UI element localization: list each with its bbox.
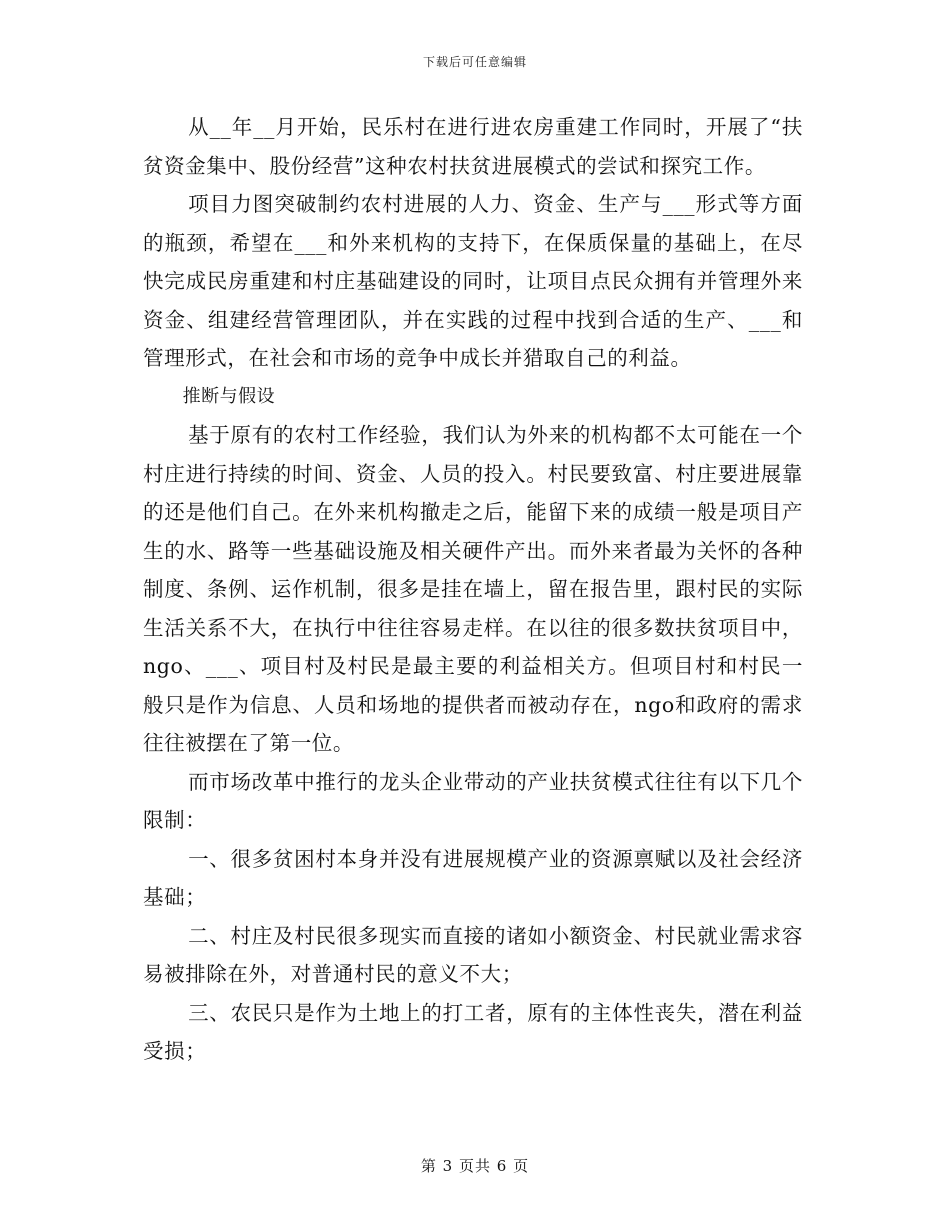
paragraph-limits-intro: 而市场改革中推行的龙头企业带动的产业扶贫模式往往有以下几个限制： bbox=[143, 769, 803, 832]
paragraph-experience: 基于原有的农村工作经验，我们认为外来的机构都不太可能在一个村庄进行持续的时间、资金、人员的投入。村民要致富、村庄要进展靠的还是他们自己。在外来机构撤走之后，能留下来的成绩一般是项目产生的水、路等一些基础设施及相关硬件产出。而外来者最为关怀的各种制度、条例、运作机制，很多是挂在墙上，留在报告里，跟村民的实际生活关系不大，在执行中往往容易走样。在以往的很多数扶贫项目中，ngo、___、项目村及村民是最主要的利益相关方。但项目村和村民一般只是作为信息、人员和场地的提供者而被动存在，ngo和政府的需求往往被摆在了第一位。 bbox=[143, 423, 803, 755]
paragraph-intro: 从__年__月开始，民乐村在进行进农房重建工作同时，开展了“扶贫资金集中、股份经营”这种农村扶贫进展模式的尝试和探究工作。 bbox=[143, 115, 803, 178]
page-footer: 第 3 页共 6 页 bbox=[420, 1157, 530, 1175]
list-item-limit-2: 二、村庄及村民很多现实而直接的诸如小额资金、村民就业需求容易被排除在外，对普通村民的意义不大； bbox=[143, 923, 803, 986]
page-header: 下载后可任意编辑 bbox=[422, 55, 527, 69]
list-item-limit-3: 三、农民只是作为土地上的打工者，原有的主体性丧失，潜在利益受损； bbox=[143, 1000, 803, 1063]
paragraph-project-goal: 项目力图突破制约农村进展的人力、资金、生产与___形式等方面的瓶颈，希望在___和外来机构的支持下，在保质保量的基础上，在尽快完成民房重建和村庄基础建设的同时，让项目点民众拥有并管理外来资金、组建经营管理团队，并在实践的过程中找到合适的生产、___和管理形式，在社会和市场的竞争中成长并猎取自己的利益。 bbox=[143, 192, 803, 370]
document-body bbox=[143, 108, 803, 1071]
list-item-limit-1: 一、很多贫困村本身并没有进展规模产业的资源禀赋以及社会经济基础； bbox=[143, 846, 803, 909]
section-heading: 推断与假设 bbox=[182, 385, 276, 407]
